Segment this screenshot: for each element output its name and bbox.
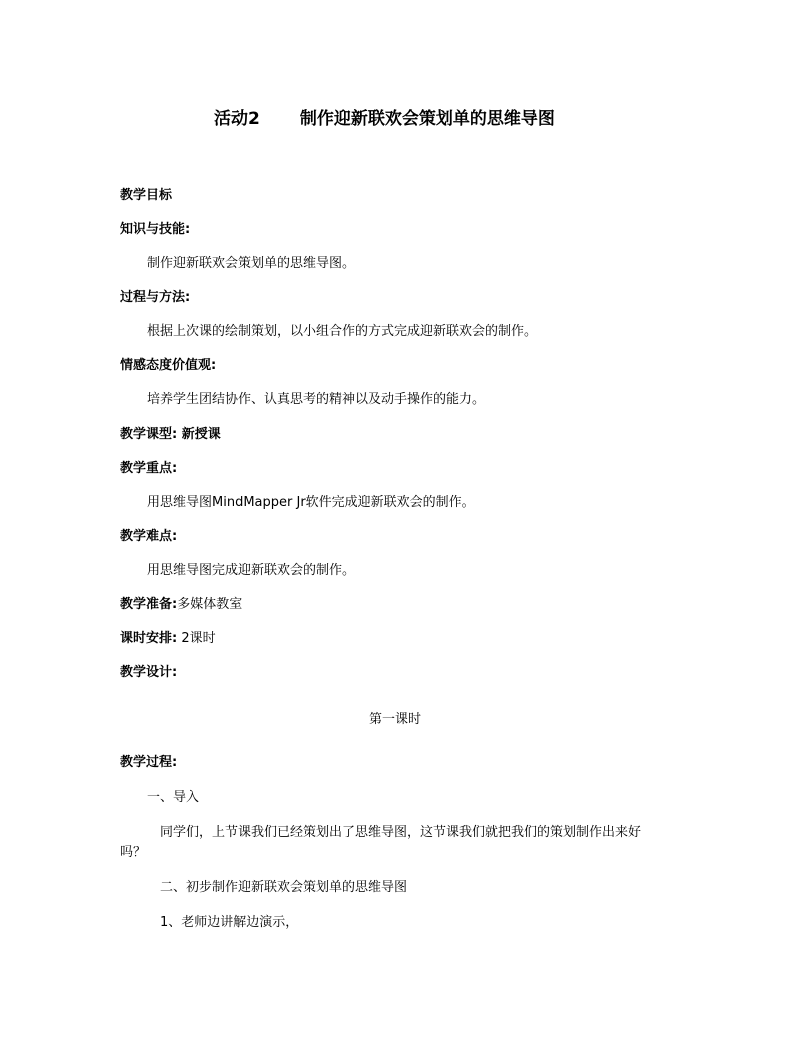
preparation-label: 教学准备:	[120, 597, 178, 612]
knowledge-heading: 知识与技能:	[120, 222, 191, 237]
title-activity-number: 活动2	[214, 109, 260, 129]
title-activity-name: 制作迎新联欢会策划单的思维导图	[299, 109, 555, 129]
step-1-text: 1、老师边讲解边演示，	[160, 915, 299, 930]
lesson-type-value: 新授课	[181, 427, 221, 442]
process-heading: 过程与方法:	[120, 290, 191, 305]
first-lesson-heading: 第一课时	[369, 712, 422, 727]
schedule-label: 课时安排:	[120, 631, 178, 646]
difficulty-text: 用思维导图完成迎新联欢会的制作。	[147, 563, 356, 578]
document-title	[214, 108, 555, 130]
knowledge-text: 制作迎新联欢会策划单的思维导图。	[147, 256, 356, 271]
key-point-text: 用思维导图MindMapper Jr软件完成迎新联欢会的制作。	[147, 495, 475, 510]
schedule-value: 2课时	[181, 631, 216, 646]
preparation-value: 多媒体教室	[177, 597, 243, 612]
intro-paragraph-line1: 同学们，上节课我们已经策划出了思维导图，这节课我们就把我们的策划制作出来好	[160, 825, 642, 840]
intro-paragraph-line2: 吗？	[120, 845, 147, 860]
section-intro-heading: 一、导入	[147, 790, 200, 805]
lesson-type	[120, 426, 221, 444]
objectives-heading: 教学目标	[120, 188, 173, 203]
section-make-heading: 二、初步制作迎新联欢会策划单的思维导图	[160, 880, 408, 895]
preparation	[120, 596, 242, 614]
difficulty-heading: 教学难点:	[120, 529, 178, 544]
schedule	[120, 630, 216, 648]
lesson-type-label: 教学课型:	[120, 427, 178, 442]
emotion-heading: 情感态度价值观:	[120, 358, 217, 373]
process-text: 根据上次课的绘制策划，以小组合作的方式完成迎新联欢会的制作。	[147, 324, 538, 339]
design-heading: 教学设计:	[120, 665, 178, 680]
process2-heading: 教学过程:	[120, 755, 178, 770]
key-point-heading: 教学重点:	[120, 461, 178, 476]
emotion-text: 培养学生团结协作、认真思考的精神以及动手操作的能力。	[147, 392, 486, 407]
